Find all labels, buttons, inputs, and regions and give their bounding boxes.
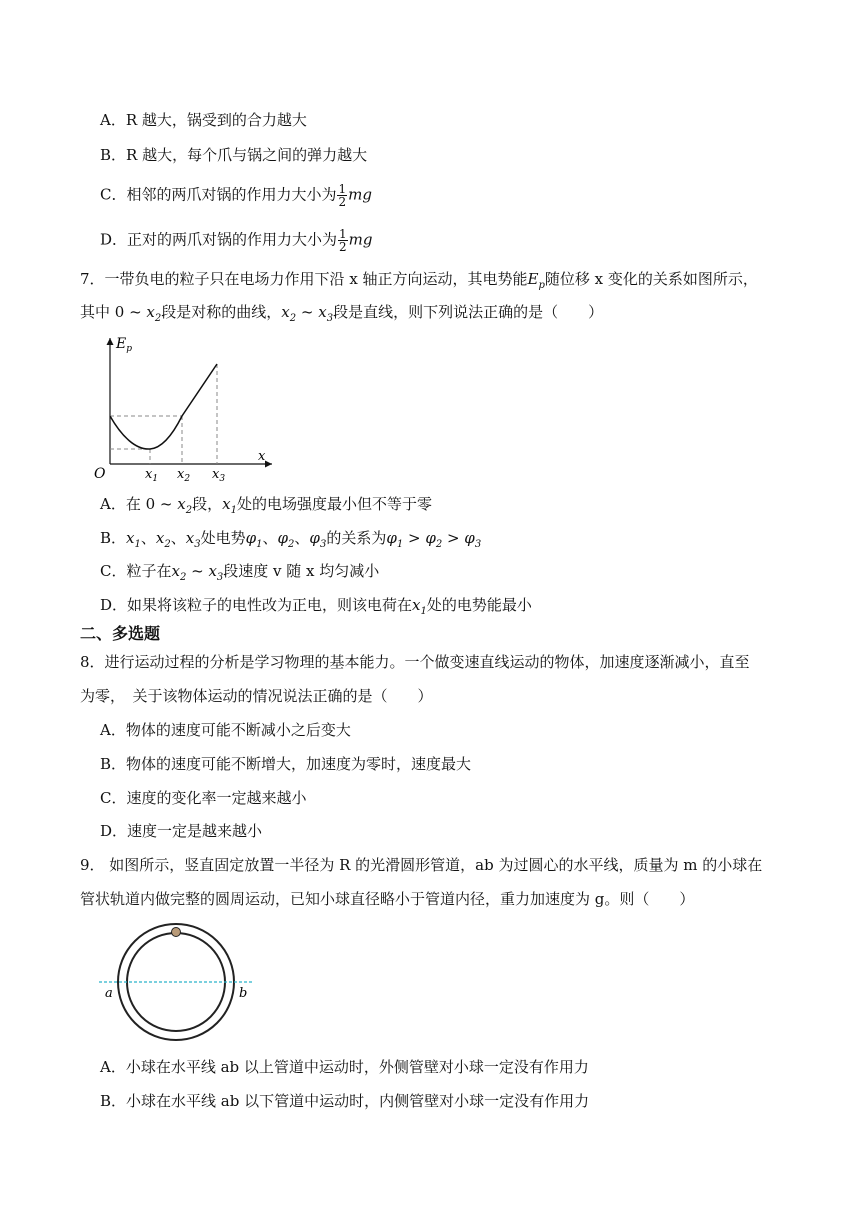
point-a-label: a: [105, 986, 113, 1001]
x1-label: $x_1$: [145, 467, 159, 482]
q8-option-a: A．物体的速度可能不断减小之后变大: [100, 721, 351, 739]
guide-lines: [110, 364, 217, 464]
q6-option-d: [100, 228, 373, 253]
x-axis-label: x: [258, 449, 266, 464]
q8-option-d: D．速度一定是越来越小: [100, 822, 263, 840]
q7-stem-line1: 7．一带负电的粒子只在电场力作用下沿 x 轴正方向运动，其电势能$E_p$随位移 x 变化的关系如图所示，: [80, 270, 758, 291]
mg-term: mg: [348, 230, 373, 249]
q6-option-c: [100, 183, 372, 208]
q9-option-b: B．小球在水平线 ab 以下管道中运动时，内侧管壁对小球一定没有作用力: [100, 1092, 590, 1110]
q6-option-d-text: D．正对的两爪对锅的作用力大小为: [100, 230, 338, 249]
q8-option-c: C．速度的变化率一定越来越小: [100, 789, 307, 807]
point-b-label: b: [239, 986, 248, 1001]
q6-option-c-text: C．相邻的两爪对锅的作用力大小为: [100, 185, 337, 204]
x2-label: $x_2$: [177, 467, 191, 482]
section-title: 二、多选题: [80, 624, 161, 643]
q7-option-d: D．如果将该粒子的电性改为正电，则该电荷在$x_1$处的电势能最小: [100, 596, 532, 617]
fraction-half: $\frac{1}{2}$: [338, 182, 347, 209]
fraction-half: $\frac{1}{2}$: [339, 227, 347, 254]
mg-term: mg: [348, 185, 372, 204]
ep-curve: [110, 364, 217, 449]
q7-option-c: C．粒子在$x_2$ ~ $x_3$段速度 v 随 x 均匀减小: [100, 562, 380, 583]
q8-stem-line1: 8．进行运动过程的分析是学习物理的基本能力。一个做变速直线运动的物体，加速度逐渐减小，直至: [80, 653, 750, 671]
q6-option-b: B．R 越大，每个爪与锅之间的弹力越大: [100, 146, 368, 164]
q7-ep-graph: [90, 332, 280, 482]
q8-option-b: B．物体的速度可能不断增大，加速度为零时，速度最大: [100, 755, 472, 773]
y-axis-label: $E_p$: [116, 336, 132, 354]
q7-option-b: B．$x_1$、$x_2$、$x_3$处电势$\varphi_1$、$\varphi_2$、$\varphi_3$的关系为$\varphi_1 > \varphi_2 > \varphi_3$: [100, 529, 482, 550]
q9-stem-line1: 9． 如图所示，竖直固定放置一半径为 R 的光滑圆形管道，ab 为过圆心的水平线，质量为 m 的小球在: [80, 856, 763, 874]
q6-option-a: A．R 越大，锅受到的合力越大: [100, 111, 307, 129]
q7-option-a: A．在 0 ~ $x_2$段，$x_1$处的电场强度最小但不等于零: [100, 495, 432, 516]
q8-stem-line2: 为零， 关于该物体运动的情况说法正确的是（ ）: [80, 687, 433, 705]
q9-circular-tube-diagram: [95, 922, 265, 1052]
ball: [172, 928, 181, 937]
q9-option-a: A．小球在水平线 ab 以上管道中运动时，外侧管壁对小球一定没有作用力: [100, 1058, 589, 1076]
origin-label: O: [94, 466, 106, 482]
x3-label: $x_3$: [212, 467, 226, 482]
q7-stem-line2: 其中 0 ~ $x_2$段是对称的曲线，$x_2$ ~ $x_3$段是直线，则下列说法正确的是（ ）: [80, 303, 604, 324]
q9-stem-line2: 管状轨道内做完整的圆周运动，已知小球直径略小于管道内径，重力加速度为 g。则（ ）: [80, 890, 695, 908]
